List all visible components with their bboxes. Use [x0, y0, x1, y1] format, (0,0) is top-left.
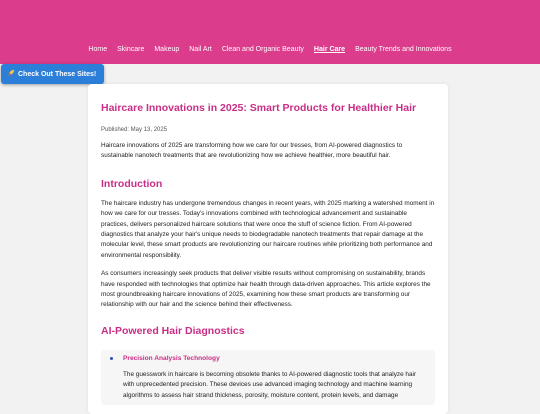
nav-nail-art[interactable]: Nail Art: [189, 46, 212, 53]
feature-list: [101, 350, 435, 405]
feature-text: The guesswork in haircare is becoming obsolete thanks to AI-powered diagnostic tools that analyze hair with unprecedented precision. These devices use advanced imaging technology and machine learning algorithms to assess hair strand thickness, porosity, moisture content, protein levels, and damage: [123, 370, 417, 399]
nav-home[interactable]: Home: [88, 46, 108, 53]
introduction-paragraph-2: As consumers increasingly seek products that deliver visible results without compromising on sustainability, brands have responded with technologies that optimize hair health through data-driven approaches. This article explores the most groundbreaking haircare innovations of 2025, examining how these smart products are transforming our relationship with our hair and the science behind their effectiveness.: [101, 270, 431, 309]
nav-clean-organic-beauty[interactable]: Clean and Organic Beauty: [221, 46, 304, 53]
rocket-icon: [7, 69, 15, 79]
section-heading-ai-diagnostics: AI-Powered Hair Diagnostics: [101, 324, 245, 337]
nav-hair-care[interactable]: Hair Care: [313, 46, 346, 53]
check-out-sites-button[interactable]: [1, 64, 104, 84]
article-intro: Haircare innovations of 2025 are transforming how we care for our tresses, from AI-powered diagnostics to sustainable nanotech treatments that are revolutionizing how we achieve healthier, more beautiful hair.: [101, 142, 403, 160]
bullet-icon: [110, 357, 113, 360]
list-item: [101, 350, 435, 405]
nav-beauty-trends[interactable]: Beauty Trends and Innovations: [355, 46, 452, 53]
article-card: [88, 84, 448, 414]
nav-makeup[interactable]: Makeup: [154, 46, 180, 53]
introduction-paragraph-1: The haircare industry has undergone tremendous changes in recent years, with 2025 marking a watershed moment in how we care for our tresses. Today's innovations combined with technological advancement and sustainable practices, delivers personalized haircare solutions that were once the stuff of science fiction. From AI-powered diagnostics that analyze your hair's unique needs to biodegradable nanotech treatments that repair damage at the molecular level, these smart products are revolutionizing our haircare routines while prioritizing both performance and environmental responsibility.: [101, 199, 435, 259]
check-out-sites-label: Check Out These Sites!: [18, 70, 97, 78]
section-heading-introduction: Introduction: [101, 177, 163, 190]
article-title: Haircare Innovations in 2025: Smart Products for Healthier Hair: [101, 102, 417, 114]
main-nav: [0, 46, 540, 53]
feature-title: Precision Analysis Technology: [123, 354, 220, 362]
site-header: [0, 0, 540, 64]
nav-skincare[interactable]: Skincare: [117, 46, 145, 53]
published-date: Published: May 13, 2025: [101, 127, 168, 133]
